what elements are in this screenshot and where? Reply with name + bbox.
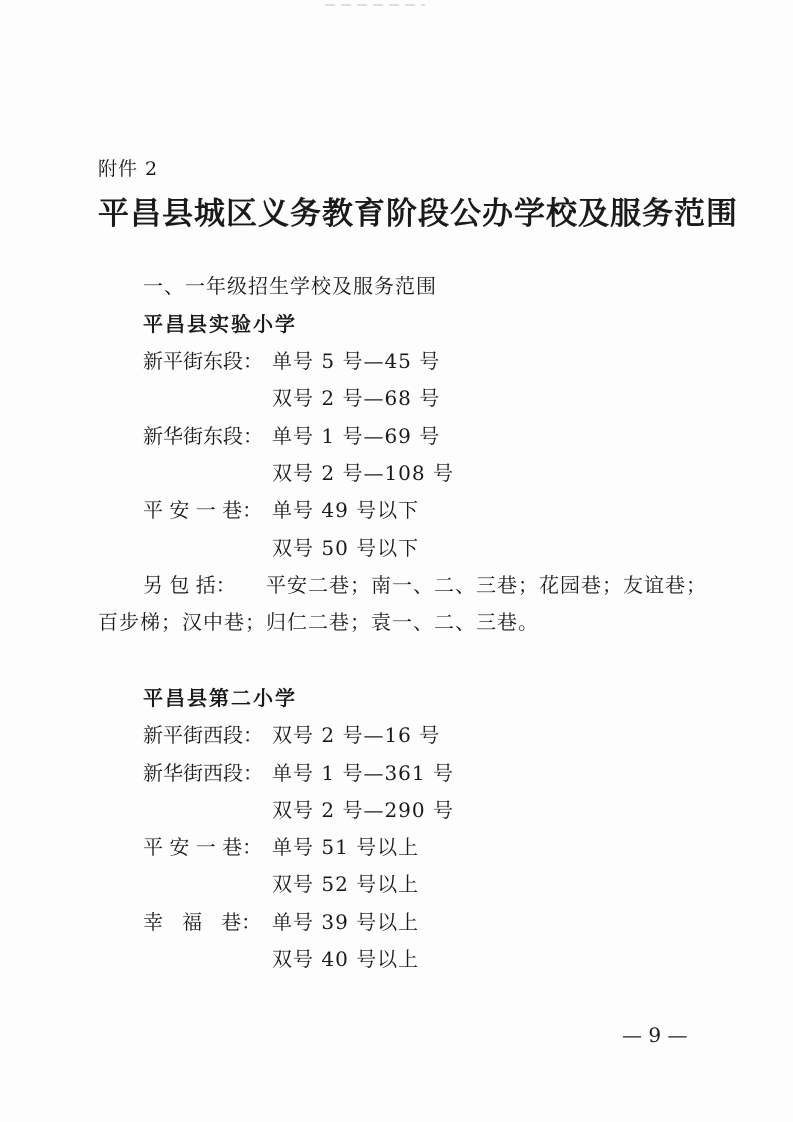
- address-range: 单号 1 号—361 号: [272, 761, 454, 785]
- page-title: 平昌县城区义务教育阶段公办学校及服务范围: [98, 196, 738, 232]
- address-range: 双号 2 号—16 号: [272, 723, 441, 747]
- attachment-label: 附件 2: [98, 158, 159, 180]
- address-range: 单号 1 号—69 号: [272, 424, 441, 448]
- scan-artifact-mark: [325, 4, 425, 6]
- address-range: 双号 2 号—108 号: [272, 461, 454, 485]
- address-range: 双号 52 号以上: [272, 872, 420, 896]
- address-range: 双号 2 号—68 号: [272, 386, 441, 410]
- street-label: 平 安 一 巷：: [143, 498, 263, 522]
- address-range: 单号 49 号以下: [272, 498, 420, 522]
- address-range: 单号 5 号—45 号: [272, 349, 441, 373]
- address-range: 双号 40 号以上: [272, 947, 420, 971]
- section-heading: 一、一年级招生学校及服务范围: [143, 274, 437, 298]
- street-label: 平 安 一 巷：: [143, 835, 263, 859]
- street-label: 新平街西段：: [143, 723, 263, 747]
- street-label: 新华街西段：: [143, 761, 263, 785]
- address-range: 双号 50 号以下: [272, 536, 420, 560]
- school-name-2: 平昌县第二小学: [143, 686, 297, 710]
- address-range: 单号 39 号以上: [272, 910, 420, 934]
- also-includes-text: 平安二巷；南一、二、三巷；花园巷；友谊巷；: [266, 573, 707, 597]
- street-label: 幸 福 巷：: [143, 910, 262, 934]
- page-number: — 9 —: [622, 1023, 688, 1047]
- school-name-1: 平昌县实验小学: [143, 312, 297, 336]
- street-label: 新华街东段：: [143, 424, 263, 448]
- address-range: 双号 2 号—290 号: [272, 798, 454, 822]
- also-includes-text: 百步梯；汉中巷；归仁二巷；袁一、二、三巷。: [98, 610, 539, 634]
- address-range: 单号 51 号以上: [272, 835, 420, 859]
- also-includes-label: 另 包 括：: [143, 573, 236, 597]
- street-label: 新平街东段：: [143, 349, 263, 373]
